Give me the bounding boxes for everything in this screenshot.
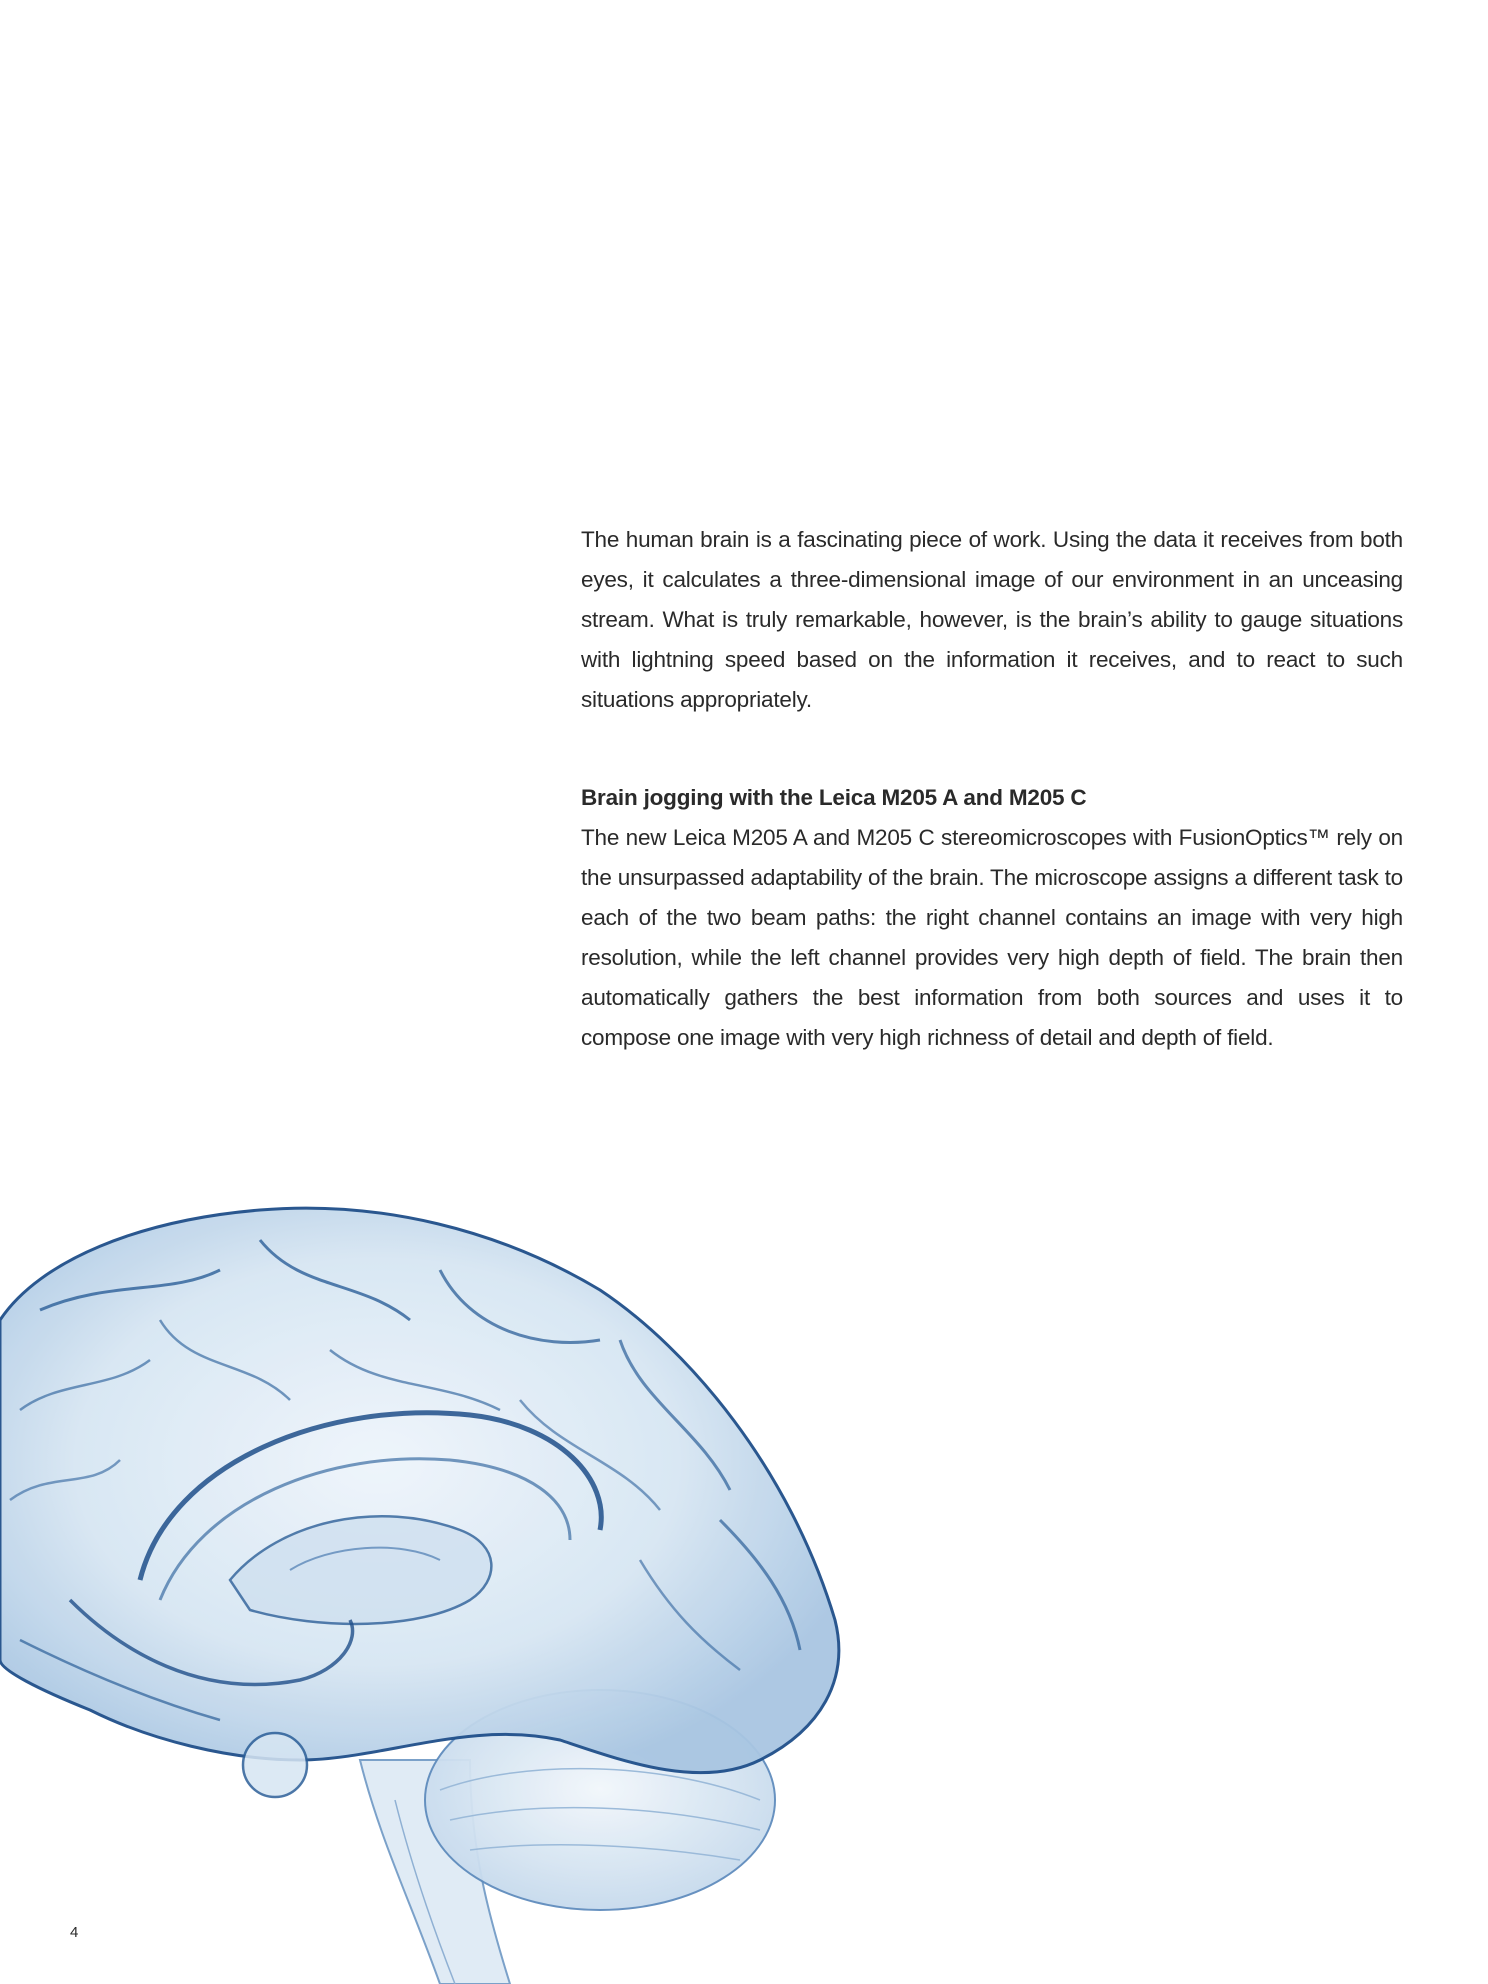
page-number: 4 (70, 1924, 79, 1941)
text-column (581, 520, 1403, 1058)
section-heading: Brain jogging with the Leica M205 A and M205 C (581, 785, 1087, 810)
section-body: The new Leica M205 A and M205 C stereomicroscopes with FusionOptics™ rely on the unsurpassed adaptability of the brain. The microscope assigns a different task to each of the two beam paths: the right channel contains an image with very high resolution, while the left channel provides very high depth of field. The brain then automatically gathers the best information from both sources and uses it to compose one image with very high richness of detail and depth of field. (581, 825, 1403, 1050)
cerebrum (0, 1208, 839, 1797)
brain-illustration (0, 1200, 860, 1984)
intro-paragraph: The human brain is a fascinating piece of work. Using the data it receives from both eyes, it calculates a three-dimensional image of our environment in an unceasing stream. What is truly remarkable, however, is the brain’s ability to gauge situations with lightning speed based on the information it receives, and to react to such situations appropriately. (581, 527, 1403, 712)
